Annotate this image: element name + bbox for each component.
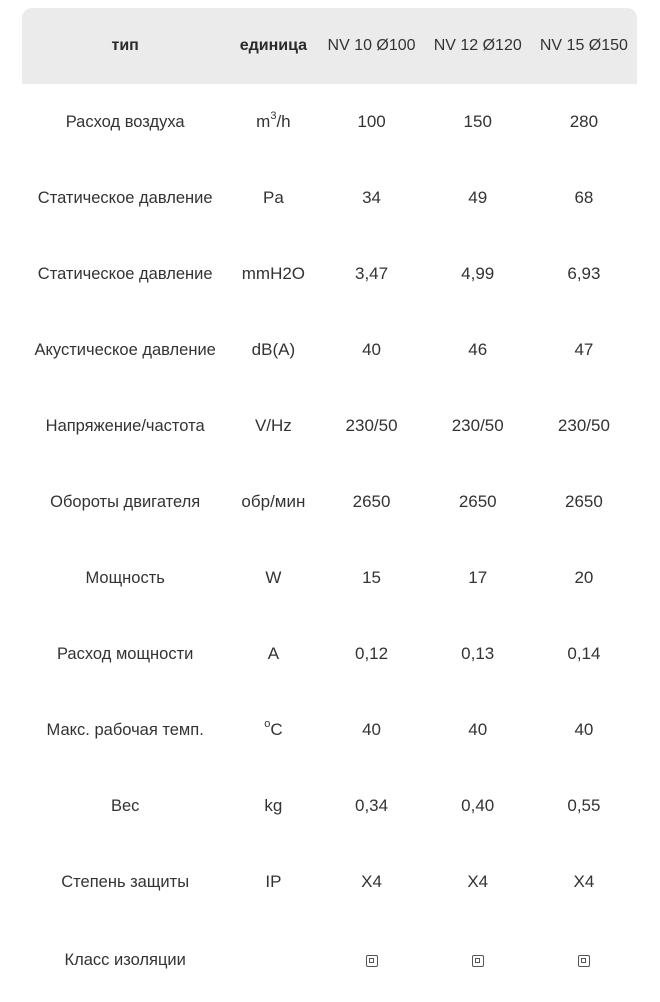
unit-base: m	[256, 112, 271, 131]
value-cell: 34	[362, 188, 382, 207]
value-cell: 17	[468, 568, 488, 587]
value-cell: 3,47	[355, 264, 389, 283]
value-cell	[318, 920, 424, 996]
row-static-pressure-pa	[22, 160, 637, 236]
param-label: Макс. рабочая темп.	[46, 720, 204, 739]
value-cell: 46	[468, 340, 488, 359]
unit-cell: dB(A)	[251, 340, 296, 359]
value-cell: 100	[357, 112, 386, 131]
value-cell: 280	[569, 112, 599, 131]
header-row	[22, 8, 637, 84]
value-cell: 68	[574, 188, 594, 207]
value-cell: 40	[574, 720, 594, 739]
header-param: тип	[111, 37, 139, 54]
param-label: Акустическое давление	[34, 340, 216, 359]
spec-table	[22, 8, 637, 996]
row-air-flow	[22, 84, 637, 160]
row-max-operating-temp	[22, 692, 637, 768]
row-acoustic-pressure	[22, 312, 637, 388]
header-unit: единица	[239, 37, 308, 54]
unit-cell: W	[265, 568, 282, 587]
value-cell: X4	[573, 872, 595, 891]
param-label: Расход воздуха	[65, 112, 185, 131]
value-cell: 230/50	[557, 416, 610, 435]
value-cell: 2650	[458, 492, 497, 511]
param-label: Мощность	[85, 568, 165, 587]
unit-cell: V/Hz	[254, 416, 292, 435]
value-cell	[425, 920, 531, 996]
value-cell: 0,34	[355, 796, 389, 815]
row-power	[22, 540, 637, 616]
param-label: Вес	[110, 796, 140, 815]
double-insulation-icon	[472, 955, 484, 967]
value-cell: 2650	[352, 492, 391, 511]
value-cell: 15	[362, 568, 382, 587]
unit-cell: mmH2O	[241, 264, 306, 283]
value-cell: X4	[361, 872, 382, 891]
value-cell: 40	[468, 720, 488, 739]
unit-suffix: C	[270, 720, 283, 739]
param-label: Напряжение/частота	[45, 416, 205, 435]
unit-cell: IP	[265, 872, 282, 891]
value-cell: 0,13	[461, 644, 495, 663]
value-cell: 0,40	[461, 796, 495, 815]
unit-cell	[228, 920, 318, 996]
row-insulation-class	[22, 920, 637, 996]
value-cell: 20	[574, 568, 594, 587]
row-static-pressure-mmh2o	[22, 236, 637, 312]
value-cell: 2650	[564, 492, 603, 511]
param-label: Обороты двигателя	[50, 492, 201, 511]
unit-cell	[228, 84, 318, 160]
param-label: Статическое давление	[37, 188, 213, 207]
unit-cell: A	[267, 644, 280, 663]
value-cell: 40	[362, 720, 382, 739]
double-insulation-icon	[578, 955, 590, 967]
row-voltage-frequency	[22, 388, 637, 464]
header-model-3: NV 15 Ø150	[539, 37, 628, 54]
param-label: Статическое давление	[37, 264, 213, 283]
value-cell	[531, 920, 637, 996]
row-motor-speed	[22, 464, 637, 540]
row-current-draw	[22, 616, 637, 692]
double-insulation-icon	[366, 955, 378, 967]
unit-superscript: 3	[270, 110, 277, 123]
param-label: Степень защиты	[61, 872, 190, 891]
value-cell: 0,55	[567, 796, 601, 815]
param-label: Класс изоляции	[64, 950, 186, 969]
value-cell: 40	[362, 340, 382, 359]
param-label: Расход мощности	[56, 644, 194, 663]
unit-cell: kg	[264, 796, 283, 815]
unit-cell: обр/мин	[241, 492, 306, 511]
header-model-1: NV 10 Ø100	[327, 37, 416, 54]
unit-suffix: /h	[276, 112, 291, 131]
value-cell: 230/50	[451, 416, 504, 435]
value-cell: 0,12	[355, 644, 389, 663]
value-cell: 47	[574, 340, 594, 359]
row-weight	[22, 768, 637, 844]
row-protection-degree	[22, 844, 637, 920]
value-cell: 230/50	[345, 416, 398, 435]
unit-superscript: o	[264, 718, 271, 731]
unit-cell: Pa	[263, 188, 284, 207]
value-cell: 4,99	[461, 264, 495, 283]
value-cell: 150	[463, 112, 492, 131]
value-cell: 6,93	[567, 264, 601, 283]
value-cell: X4	[467, 872, 489, 891]
header-model-2: NV 12 Ø120	[433, 37, 522, 54]
value-cell: 0,14	[567, 644, 601, 663]
unit-cell	[228, 692, 318, 768]
value-cell: 49	[468, 188, 488, 207]
